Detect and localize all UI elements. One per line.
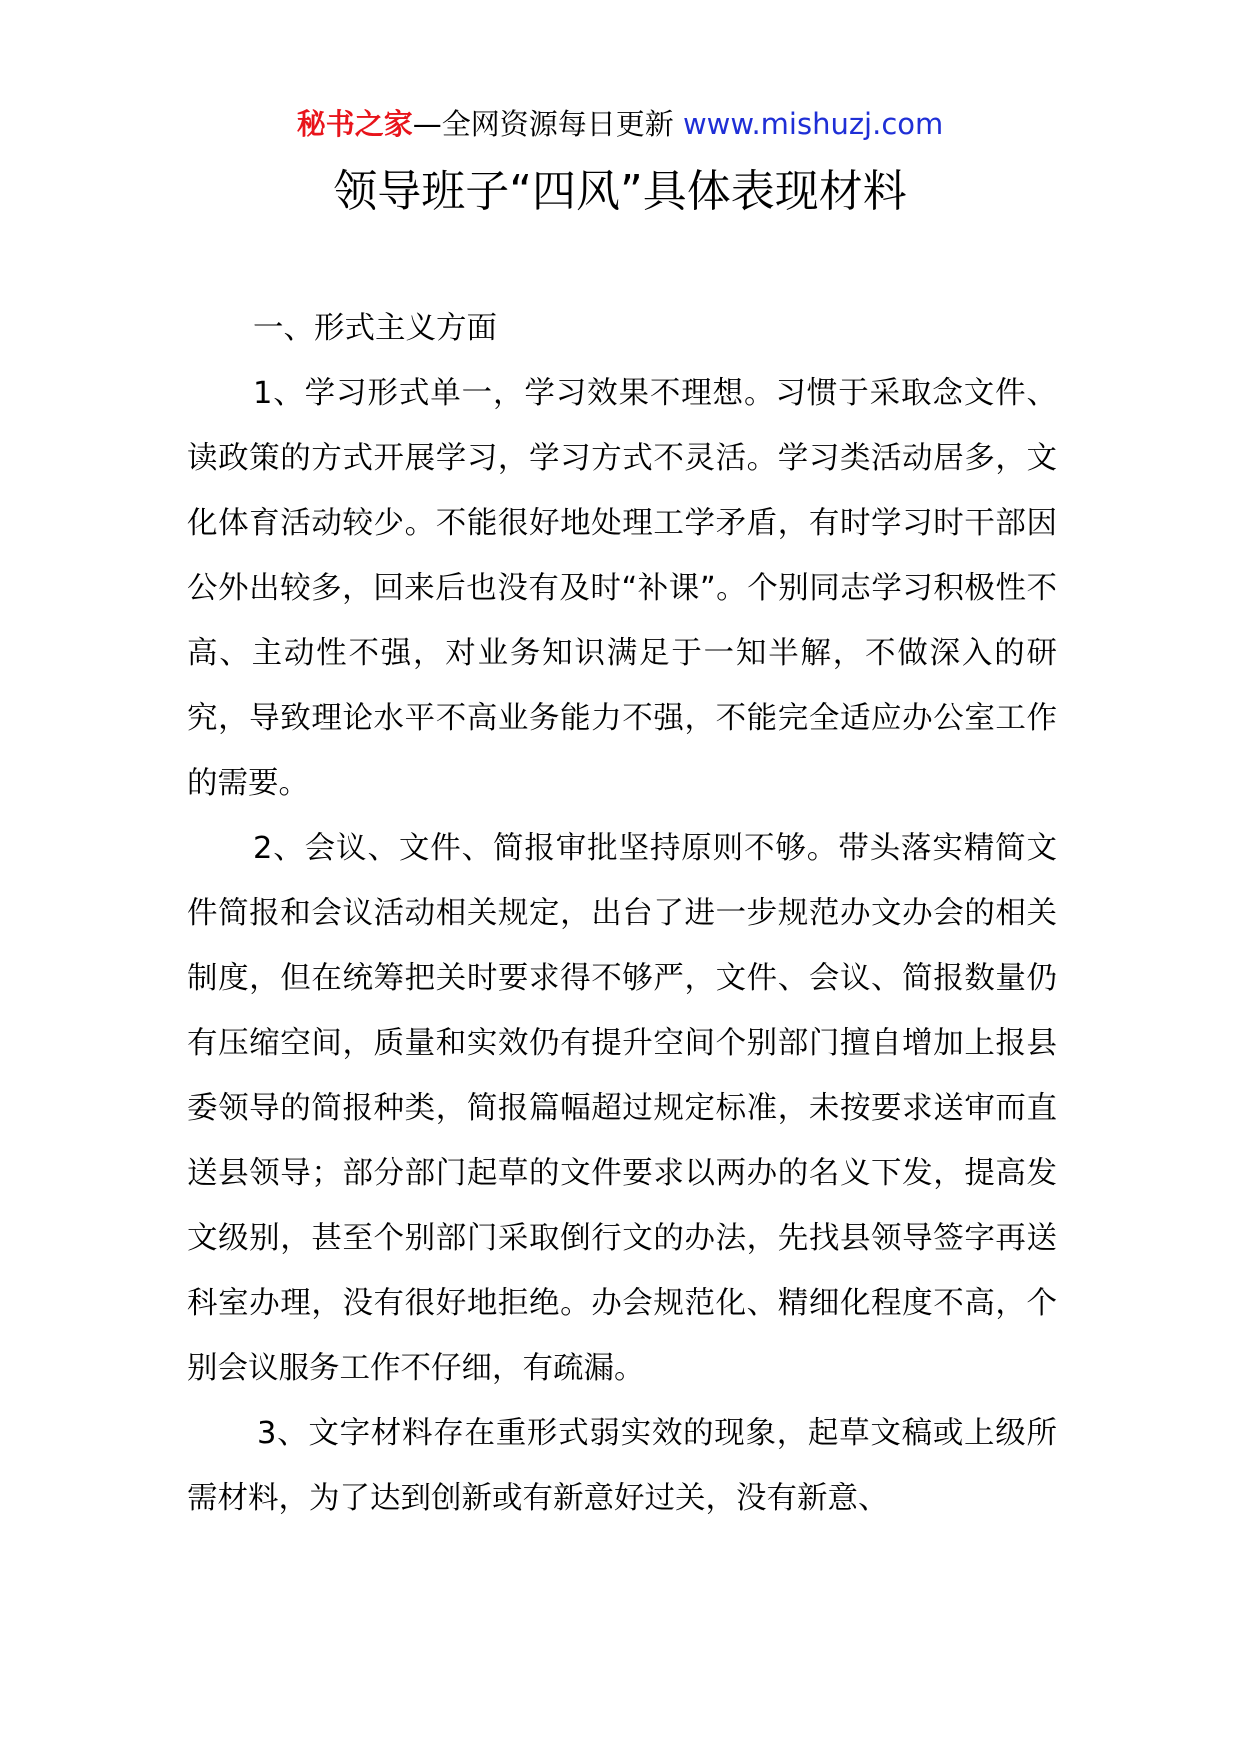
header-tagline: —全网资源每日更新 — [412, 107, 683, 141]
site-header — [0, 104, 1240, 144]
body-paragraph-2: 2、会议、文件、简报审批坚持原则不够。带头落实精简文件简报和会议活动相关规定，出台了进一步规范办文办会的相关制度，但在统筹把关时要求得不够严，文件、会议、简报数量仍有压缩空间，质量和实效仍有提升空间个别部门擅自增加上报县委领导的简报种类，简报篇幅超过规定标准，未按要求送审而直送县领导；部分部门起草的文件要求以两办的名义下发，提高发文级别，甚至个别部门采取倒行文的办法，先找县领导签字再送科室办理，没有很好地拒绝。办会规范化、精细化程度不高，个别会议服务工作不仔细，有疏漏。 — [187, 831, 1057, 1386]
document-title: 领导班子“四风”具体表现材料 — [333, 166, 907, 217]
body-paragraph-3: 3、文字材料存在重形式弱实效的现象，起草文稿或上级所需材料，为了达到创新或有新意好过关，没有新意、 — [187, 1416, 1057, 1516]
document-body — [187, 296, 1057, 1531]
body-paragraph-1: 1、学习形式单一，学习效果不理想。习惯于采取念文件、读政策的方式开展学习，学习方式不灵活。学习类活动居多，文化体育活动较少。不能很好地处理工学矛盾，有时学习时干部因公外出较多，回来后也没有及时“补课”。个别同志学习积极性不高、主动性不强，对业务知识满足于一知半解，不做深入的研究，导致理论水平不高业务能力不强，不能完全适应办公室工作的需要。 — [187, 376, 1057, 801]
site-url-link[interactable]: www.mishuzj.com — [682, 107, 944, 141]
brand-name: 秘书之家 — [296, 107, 413, 141]
section-heading: 一、形式主义方面 — [253, 311, 497, 346]
